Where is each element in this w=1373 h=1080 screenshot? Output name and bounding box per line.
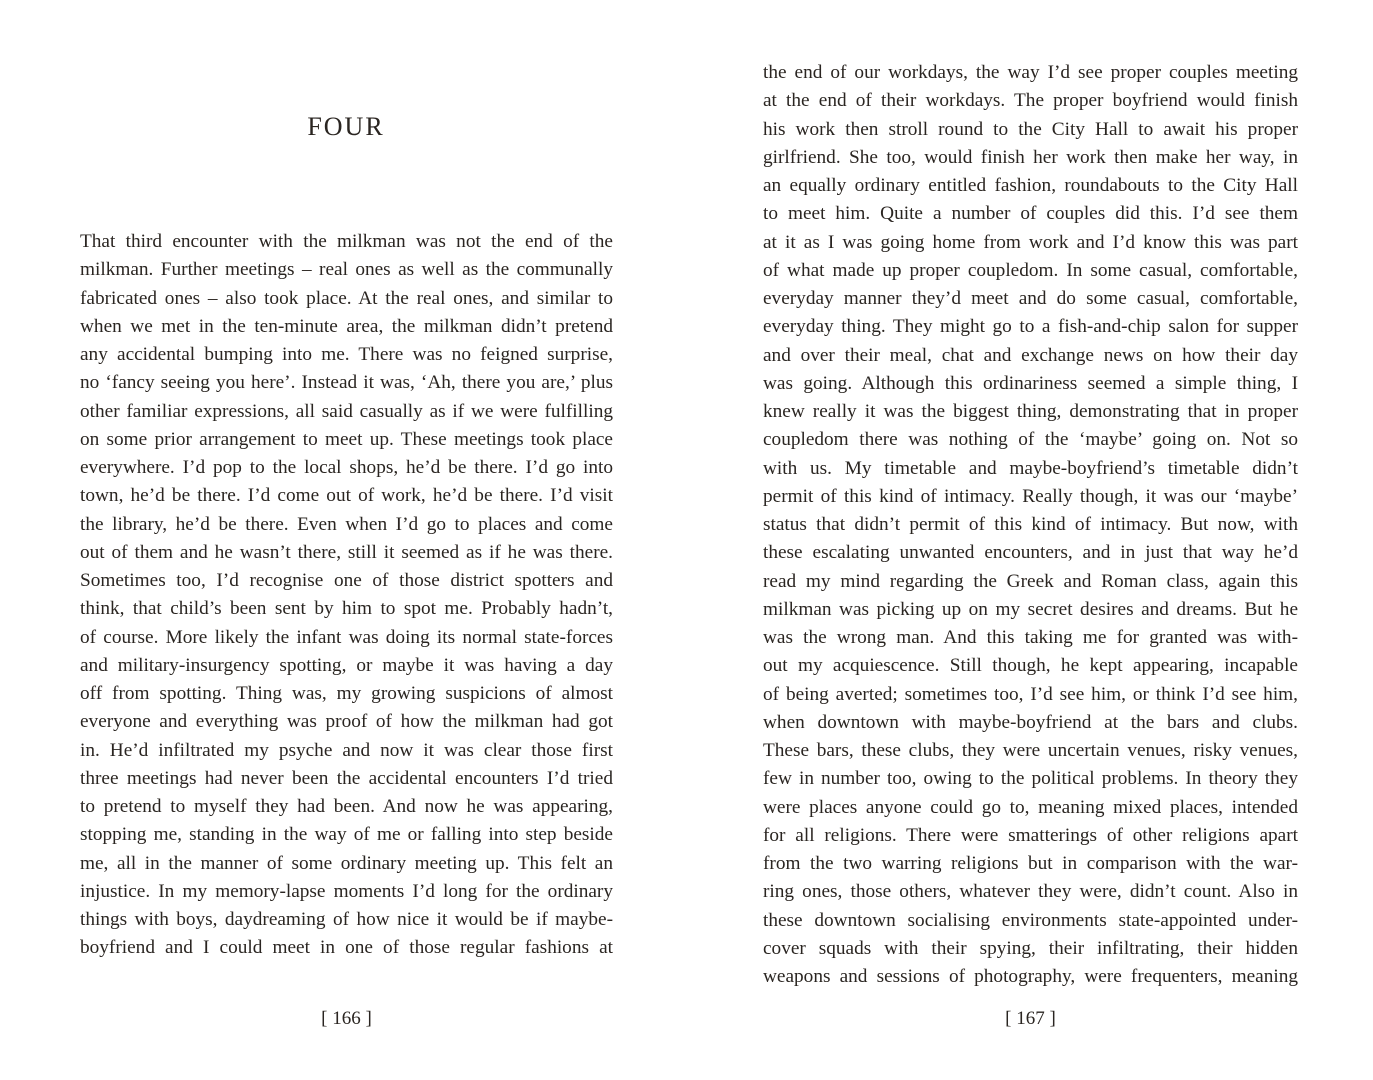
text-line: an equally ordinary entitled fashion, roundabouts to the City Hall bbox=[763, 175, 1298, 196]
text-line: stopping me, standing in the way of me or falling into step beside bbox=[80, 824, 613, 846]
text-line: no ‘fancy seeing you here’. Instead it was, ‘Ah, there you are,’ plus bbox=[80, 372, 613, 394]
text-line: when we met in the ten-minute area, the milkman didn’t pretend bbox=[80, 315, 613, 337]
text-line: Sometimes too, I’d recognise one of those district spotters and bbox=[80, 570, 613, 591]
text-line: me, all in the manner of some ordinary meeting up. This felt an bbox=[80, 852, 613, 874]
text-line: these downtown socialising environments state-appointed under- bbox=[763, 909, 1298, 931]
text-line: read my mind regarding the Greek and Roman class, again this bbox=[763, 570, 1298, 592]
text-line: coupledom there was nothing of the ‘maybe’ going on. Not so bbox=[763, 429, 1298, 451]
text-line: and military-insurgency spotting, or maybe it was having a day bbox=[80, 654, 613, 676]
text-line: status that didn’t permit of this kind of intimacy. But now, with bbox=[763, 514, 1298, 535]
text-line: out my acquiescence. Still though, he kept appearing, incapable bbox=[763, 655, 1298, 677]
text-line: at it as I was going home from work and I’d know this was part bbox=[763, 231, 1298, 253]
text-line: everywhere. I’d pop to the local shops, he’d be there. I’d go into bbox=[80, 457, 613, 478]
text-line: permit of this kind of intimacy. Really though, it was our ‘maybe’ bbox=[763, 485, 1298, 507]
text-line: fabricated ones – also took place. At the real ones, and similar to bbox=[80, 287, 613, 309]
text-line: knew really it was the biggest thing, demonstrating that in proper bbox=[763, 401, 1298, 422]
text-line: and over their meal, chat and exchange news on how their day bbox=[763, 344, 1298, 366]
text-line: few in number too, owing to the political problems. In theory they bbox=[763, 768, 1298, 790]
text-line: was the wrong man. And this taking me for granted was with- bbox=[763, 627, 1298, 648]
text-line: things with boys, daydreaming of how nice it would be if maybe- bbox=[80, 909, 613, 930]
text-line: to pretend to myself they had been. And now he was appearing, bbox=[80, 796, 613, 817]
text-line: on some prior arrangement to meet up. These meetings took place bbox=[80, 428, 613, 450]
text-line: cover squads with their spying, their infiltrating, their hidden bbox=[763, 937, 1298, 959]
text-line: of what made up proper coupledom. In some casual, comfortable, bbox=[763, 259, 1298, 281]
text-line: out of them and he wasn’t there, still it seemed as if he was there. bbox=[80, 541, 613, 563]
left-page bbox=[0, 0, 686, 1080]
text-line: These bars, these clubs, they were uncertain venues, risky venues, bbox=[763, 740, 1298, 761]
text-line: milkman. Further meetings – real ones as well as the communally bbox=[80, 259, 613, 281]
text-line: boyfriend and I could meet in one of those regular fashions at bbox=[80, 937, 613, 959]
text-line: when downtown with maybe-boyfriend at the bars and clubs. bbox=[763, 711, 1298, 733]
text-line: girlfriend. She too, would finish her work then make her way, in bbox=[763, 146, 1298, 168]
text-line: think, that child’s been sent by him to spot me. Probably hadn’t, bbox=[80, 598, 613, 620]
text-line: off from spotting. Thing was, my growing suspicions of almost bbox=[80, 683, 613, 704]
text-line: from the two warring religions but in comparison with the war- bbox=[763, 853, 1298, 874]
text-line: weapons and sessions of photography, were frequenters, meaning bbox=[763, 966, 1298, 987]
text-line: everyday thing. They might go to a fish-and-chip salon for supper bbox=[763, 316, 1298, 338]
text-line: with us. My timetable and maybe-boyfriend’s timetable didn’t bbox=[763, 457, 1298, 479]
left-page-body bbox=[80, 228, 613, 963]
text-line: town, he’d be there. I’d come out of work, he’d be there. I’d visit bbox=[80, 485, 613, 507]
text-line: That third encounter with the milkman was not the end of the bbox=[80, 231, 613, 252]
text-line: in. He’d infiltrated my psyche and now it was clear those first bbox=[80, 739, 613, 761]
text-line: injustice. In my memory-lapse moments I’d long for the ordinary bbox=[80, 880, 613, 902]
text-line: of being averted; sometimes too, I’d see him, or think I’d see him, bbox=[763, 683, 1298, 705]
text-line: milkman was picking up on my secret desires and dreams. But he bbox=[763, 598, 1298, 620]
text-line: ring ones, those others, whatever they were, didn’t count. Also in bbox=[763, 881, 1298, 903]
text-line: three meetings had never been the accidental encounters I’d tried bbox=[80, 767, 613, 789]
text-line: his work then stroll round to the City Hall to await his proper bbox=[763, 118, 1298, 140]
page-number-left: [ 166 ] bbox=[321, 1008, 372, 1029]
text-line: everyday manner they’d meet and do some casual, comfortable, bbox=[763, 288, 1298, 309]
text-line: other familiar expressions, all said casually as if we were fulfilling bbox=[80, 400, 613, 422]
text-line: everyone and everything was proof of how the milkman had got bbox=[80, 711, 613, 733]
text-line: the library, he’d be there. Even when I’d go to places and come bbox=[80, 513, 613, 535]
text-line: of course. More likely the infant was doing its normal state-forces bbox=[80, 626, 613, 648]
text-line: were places anyone could go to, meaning mixed places, intended bbox=[763, 796, 1298, 818]
text-line: was going. Although this ordinariness seemed a simple thing, I bbox=[763, 372, 1298, 394]
text-line: these escalating unwanted encounters, and in just that way he’d bbox=[763, 542, 1298, 564]
chapter-title: FOUR bbox=[307, 112, 385, 141]
text-line: at the end of their workdays. The proper boyfriend would finish bbox=[763, 90, 1298, 112]
right-page bbox=[686, 0, 1373, 1080]
page-number-right: [ 167 ] bbox=[1005, 1008, 1056, 1029]
text-line: to meet him. Quite a number of couples did this. I’d see them bbox=[763, 203, 1298, 225]
text-line: the end of our workdays, the way I’d see proper couples meeting bbox=[763, 62, 1298, 83]
text-line: any accidental bumping into me. There was no feigned surprise, bbox=[80, 344, 613, 365]
text-line: for all religions. There were smatterings of other religions apart bbox=[763, 824, 1298, 846]
right-page-body bbox=[763, 59, 1298, 991]
